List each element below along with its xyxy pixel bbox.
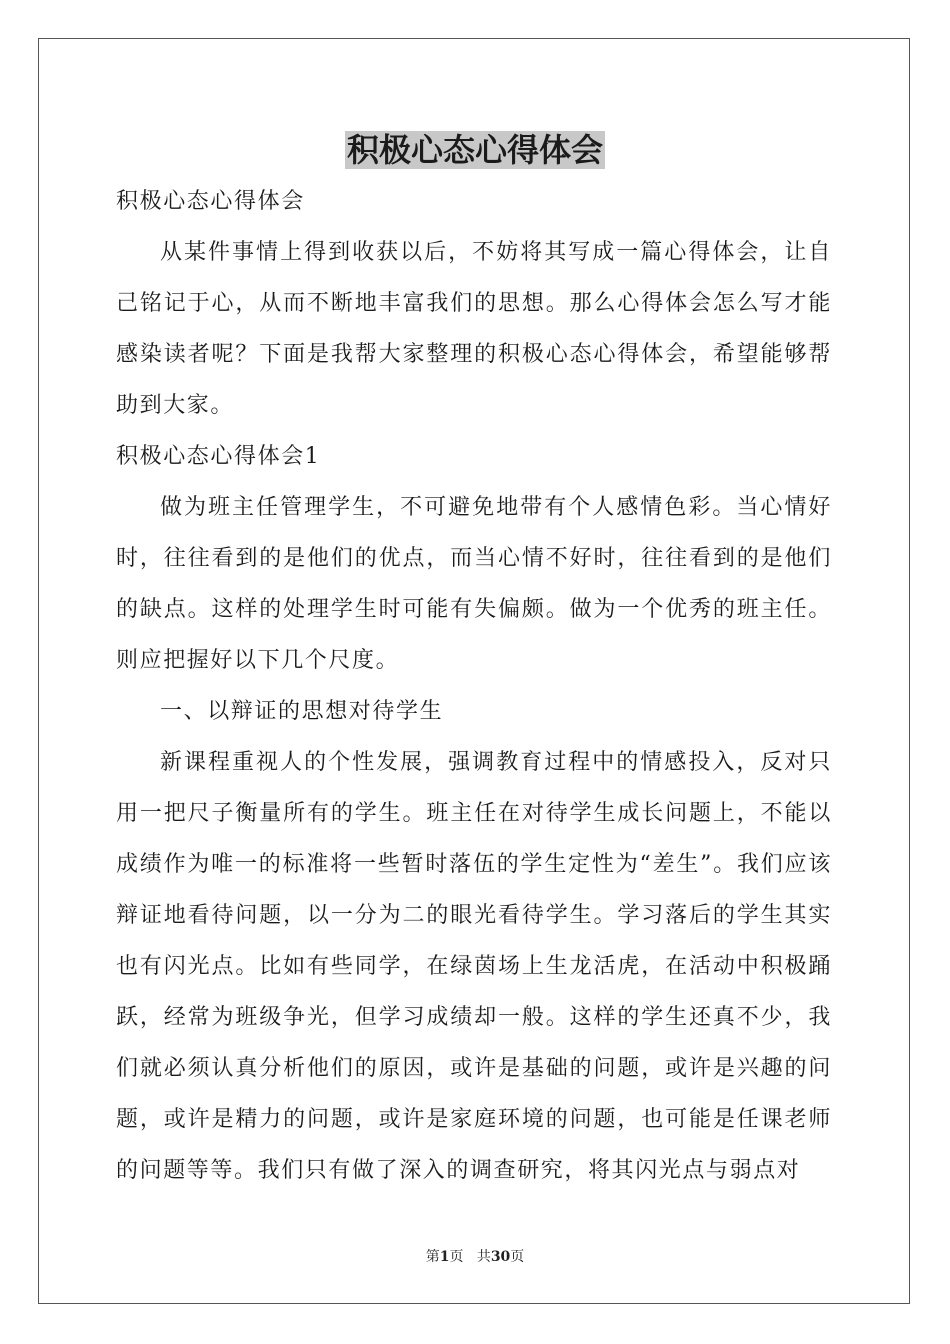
page-number-prefix: 第 bbox=[425, 1249, 440, 1265]
total-page-count: 30 bbox=[490, 1249, 511, 1265]
document-title-text: 积极心态心得体会 bbox=[346, 131, 603, 169]
document-title bbox=[0, 128, 950, 172]
total-pages-suffix: 页 bbox=[510, 1249, 525, 1265]
body-paragraph: 做为班主任管理学生，不可避免地带有个人感情色彩。当心情好时，往往看到的是他们的优点，而当心情不好时，往往看到的是他们的缺点。这样的处理学生时可能有失偏颇。做为一个优秀的班主任。则应把握好以下几个尺度。 bbox=[116, 495, 832, 673]
intro-paragraph: 从某件事情上得到收获以后，不妨将其写成一篇心得体会，让自己铭记于心，从而不断地丰富我们的思想。那么心得体会怎么写才能感染读者呢？下面是我帮大家整理的积极心态心得体会，希望能够帮助到大家。 bbox=[116, 240, 832, 418]
total-pages-prefix: 共 bbox=[476, 1249, 491, 1265]
subsection-heading: 一、以辩证的思想对待学生 bbox=[160, 699, 444, 724]
current-page-number: 1 bbox=[439, 1249, 450, 1265]
page-number-suffix: 页 bbox=[449, 1249, 464, 1265]
body-paragraph: 新课程重视人的个性发展，强调教育过程中的情感投入，反对只用一把尺子衡量所有的学生。班主任在对待学生成长问题上，不能以成绩作为唯一的标准将一些暂时落伍的学生定性为“差生”。我们应该辩证地看待问题，以一分为二的眼光看待学生。学习落后的学生其实也有闪光点。比如有些同学，在绿茵场上生龙活虎，在活动中积极踊跃，经常为班级争光，但学习成绩却一般。这样的学生还真不少，我们就必须认真分析他们的原因，或许是基础的问题，或许是兴趣的问题，或许是精力的问题，或许是家庭环境的问题，也可能是任课老师的问题等等。我们只有做了深入的调查研究，将其闪光点与弱点对 bbox=[116, 750, 832, 1183]
subtitle-paragraph: 积极心态心得体会 bbox=[116, 189, 305, 214]
document-body bbox=[116, 176, 832, 1196]
page-footer bbox=[0, 1247, 950, 1267]
section-heading: 积极心态心得体会1 bbox=[116, 444, 321, 469]
